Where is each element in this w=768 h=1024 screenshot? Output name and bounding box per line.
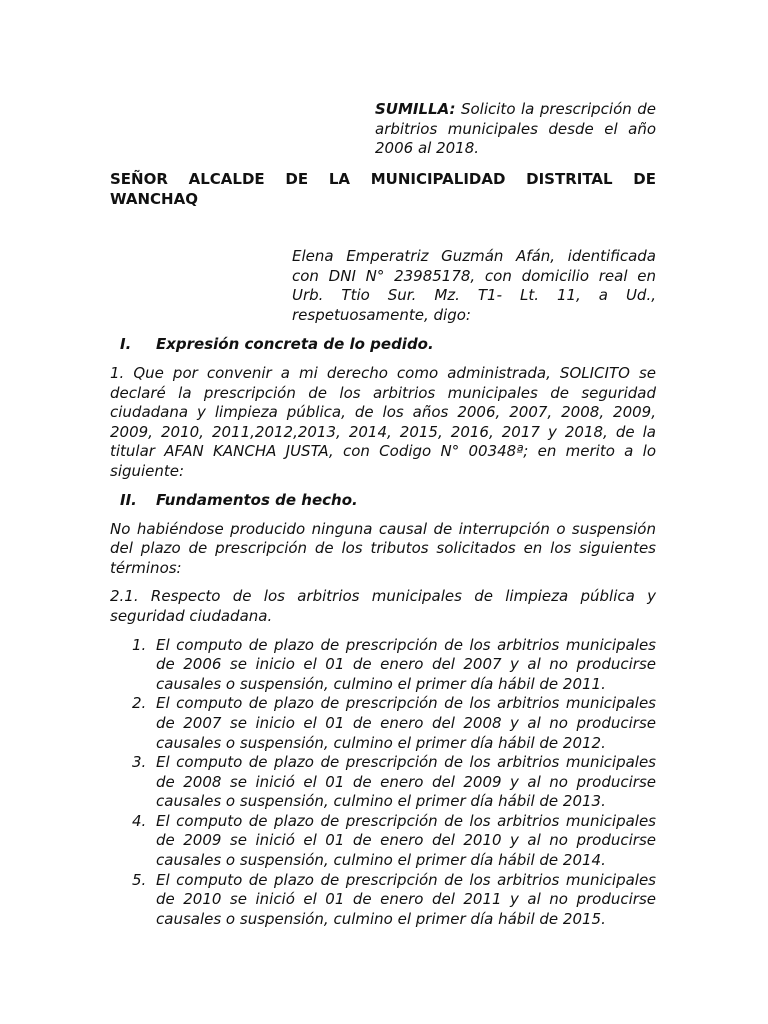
list-item-number: 3. [132,753,147,772]
section-1-paragraph: 1. Que por convenir a mi derecho como administrada, SOLICITO se declaré la prescripción de los arbitrios municipales de seguridad ciudadana y limpieza pública, de los años 2006, 2007, 2008, 2009, 2009, 2010, 2011,2012,2013, 2014, 2015, 2016, 2017 y 2018, de la titular AFAN KANCHA JUSTA, con Codigo N° 00348ª; en merito a lo siguiente: [110,364,656,480]
petitioner-intro: Elena Emperatriz Guzmán Afán, identificada con DNI N° 23985178, con domicilio real en Urb. Ttio Sur. Mz. T1- Lt. 11, a Ud., respetuosamente, digo: [292,247,656,324]
section-2-heading [110,491,656,511]
list-item-number: 4. [132,811,147,830]
sumilla-label: SUMILLA: [375,100,456,118]
addressee-line-2: WANCHAQ [110,190,198,208]
list-item-text: El computo de plazo de prescripción de los arbitrios municipales de 2006 se inicio el 01 de enero del 2007 y al no producirse causales o suspensión, culmino el primer día hábil de 2011. [156,635,656,693]
section-1-heading [110,335,656,355]
section-2-number: II. [120,490,137,509]
list-item-text: El computo de plazo de prescripción de los arbitrios municipales de 2009 se inició el 01 de enero del 2010 y al no producirse causales o suspensión, culmino el primer día hábil de 2014. [156,811,656,870]
document-body [110,335,656,929]
list-item-number: 2. [132,694,147,713]
list-item [110,812,656,871]
list-item [110,871,656,930]
list-item-number: 5. [132,870,147,889]
list-item-text: El computo de plazo de prescripción de los arbitrios municipales de 2008 se inició el 01 de enero del 2009 y al no producirse causales o suspensión, culmino el primer día hábil de 2013. [156,753,656,811]
section-1-number: I. [120,335,132,353]
list-item-number: 1. [132,635,147,654]
list-item-text: El computo de plazo de prescripción de los arbitrios municipales de 2010 se inició el 01 de enero del 2011 y al no producirse causales o suspensión, culmino el primer día hábil de 2015. [156,870,656,928]
prescription-list [110,636,656,930]
list-item-text: El computo de plazo de prescripción de los arbitrios municipales de 2007 se inicio el 01 de enero del 2008 y al no producirse causales o suspensión, culmino el primer día hábil de 2012. [156,694,656,752]
section-1-title: Expresión concreta de lo pedido. [156,335,434,353]
sumilla-block [375,100,656,159]
addressee-line-1: SEÑOR ALCALDE DE LA MUNICIPALIDAD DISTRITAL DE [110,170,656,188]
section-2-paragraph-1: No habiéndose producido ninguna causal de interrupción o suspensión del plazo de prescripción de los tributos solicitados en los siguientes términos: [110,519,656,577]
list-item [110,636,656,695]
addressee-heading [110,169,656,209]
section-2-title: Fundamentos de hecho. [156,490,358,509]
list-item [110,694,656,753]
sumilla-text: Solicito la prescripción de arbitrios municipales desde el año 2006 al 2018. [375,100,656,157]
list-item [110,753,656,812]
section-2-paragraph-2: 2.1. Respecto de los arbitrios municipales de limpieza pública y seguridad ciudadana. [110,587,656,625]
